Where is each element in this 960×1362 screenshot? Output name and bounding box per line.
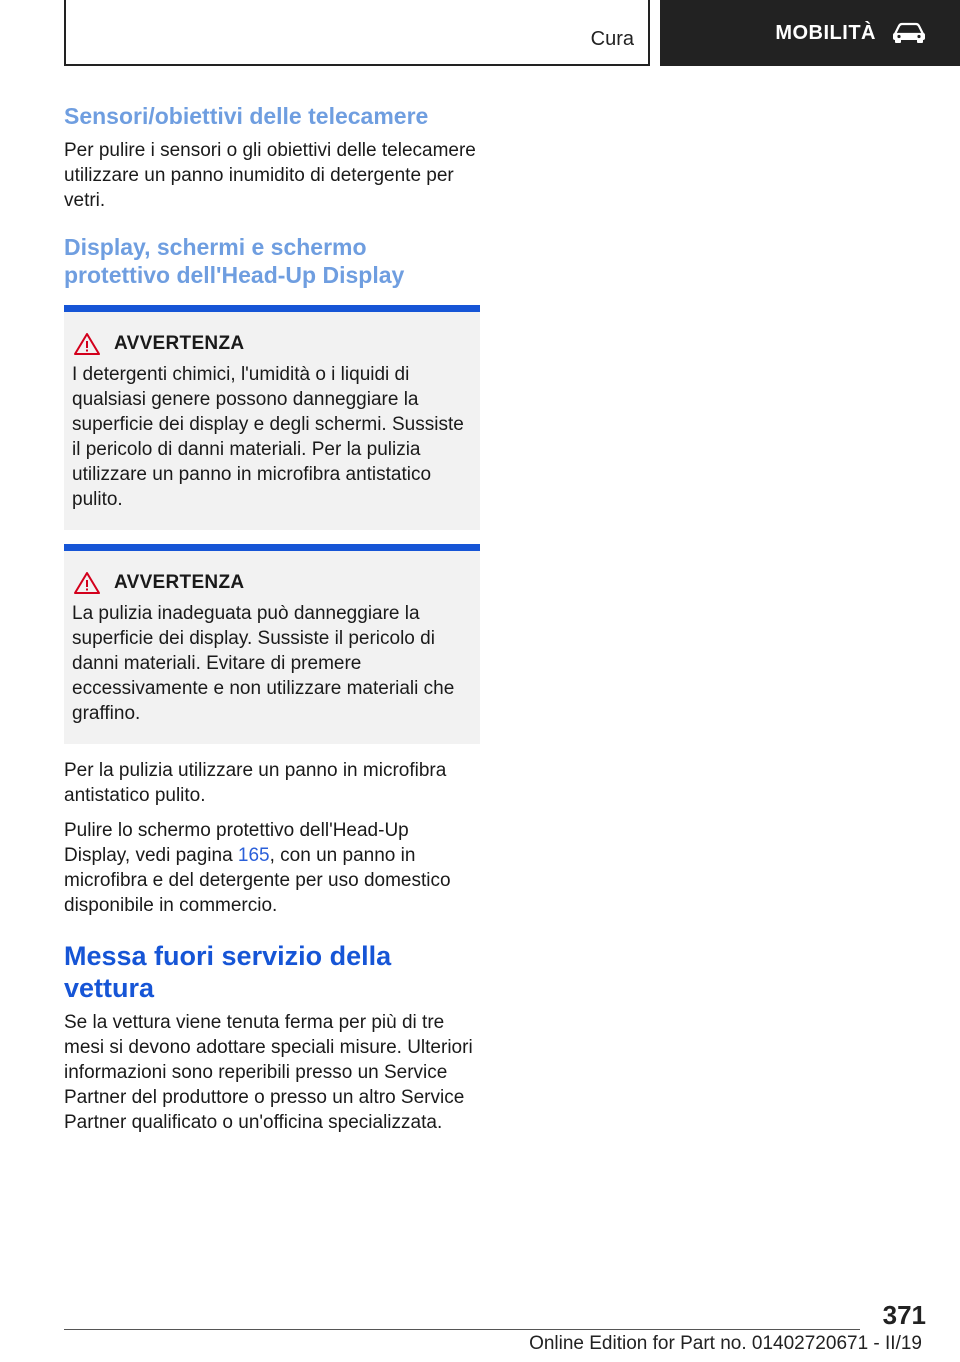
header-chapter-box: [660, 0, 960, 66]
warning-triangle-icon: [74, 332, 100, 356]
displays-paragraph-microfiber: Per la pulizia utilizzare un panno in microfibra antistatico pulito.: [64, 760, 447, 806]
section-heading-decommissioning: Messa fuori servizio della vettura: [64, 941, 392, 1003]
warning-box: [64, 544, 480, 744]
decommissioning-paragraph: Se la vettura viene tenuta ferma per più di tre mesi si devono adottare speciali misure. Ulteriori informazioni sono reperibili presso un Service Partner del produttore o presso un altro Service Partner qualificato o un'officina specializzata.: [64, 1012, 473, 1133]
hud-text-after: , con un panno in microfibra e del detergente per uso domestico disponibile in commercio.: [64, 845, 451, 916]
camera-sensors-paragraph: Per pulire i sensori o gli obiettivi delle telecamere utilizzare un panno inumidito di detergente per vetri.: [64, 140, 476, 211]
main-content: [64, 102, 480, 1145]
footer-divider: [64, 1329, 860, 1330]
header-chapter-title: MOBILITÀ: [775, 21, 876, 44]
displays-paragraph-hud: [64, 818, 480, 918]
header-section-title: Cura: [590, 28, 634, 50]
warning-title: AVVERTENZA: [114, 333, 245, 354]
page-number: 371: [882, 1300, 926, 1330]
displays-heading-line1: Display, schermi e schermo: [64, 234, 367, 260]
section-heading-camera-sensors: Sensori/obiettivi delle telecamere: [64, 103, 429, 129]
section-heading-displays: [64, 233, 480, 289]
warning-title: AVVERTENZA: [114, 572, 245, 593]
header-section-box: [64, 0, 650, 66]
warning-text: I detergenti chimici, l'umidità o i liquidi di qualsiasi genere possono danneggiare la superficie dei display e degli schermi. Sussiste il pericolo di danni materiali. Per la pulizia utilizzare un panno in microfibra antistatico pulito.: [72, 364, 464, 510]
warning-box: [64, 305, 480, 530]
warning-triangle-icon: [74, 571, 100, 595]
page-reference-link[interactable]: 165: [237, 845, 270, 866]
warning-text: La pulizia inadeguata può danneggiare la superficie dei display. Sussiste il pericolo di danni materiali. Evitare di premere eccessivamente e non utilizzare materiali che graffino.: [72, 603, 455, 724]
displays-heading-line2: protettivo dell'Head-Up Display: [64, 262, 405, 288]
hud-text-before: Pulire lo schermo protettivo dell'Head-Up Display, vedi pagina: [64, 820, 409, 866]
car-icon: [892, 22, 926, 44]
footer-edition: Online Edition for Part no. 01402720671 - II/19: [529, 1333, 922, 1354]
